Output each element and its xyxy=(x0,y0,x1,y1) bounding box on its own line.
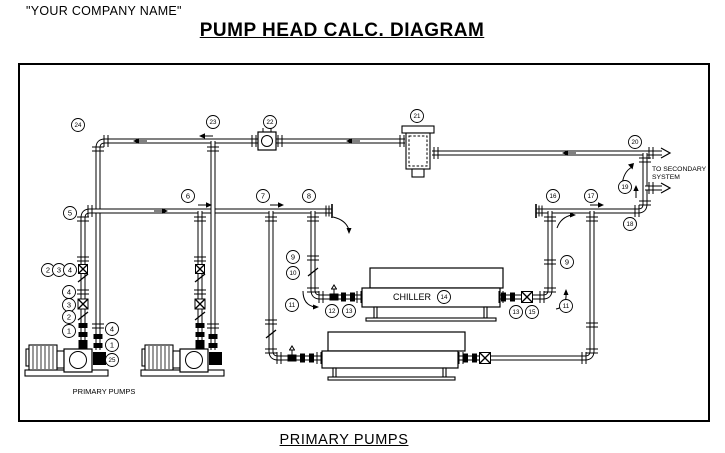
callout-4 xyxy=(106,323,119,336)
svg-text:TO SECONDARY: TO SECONDARY xyxy=(652,166,707,173)
callout-25 xyxy=(106,354,119,367)
callout-3 xyxy=(63,299,76,312)
callout-4 xyxy=(64,264,77,277)
pipes-layer xyxy=(83,141,662,358)
callout-17 xyxy=(585,190,598,203)
fittings-layer xyxy=(77,135,670,364)
callout-13 xyxy=(343,305,356,318)
callout-number: 9 xyxy=(290,252,296,262)
callout-number: 4 xyxy=(66,287,72,297)
callout-number: 20 xyxy=(631,139,639,147)
callout-number: 3 xyxy=(56,265,62,275)
diagram-frame xyxy=(18,63,710,422)
callout-2 xyxy=(63,311,76,324)
callout-number: 16 xyxy=(549,193,557,201)
callout-24 xyxy=(72,119,85,132)
callout-16 xyxy=(547,190,560,203)
callout-15 xyxy=(526,306,539,319)
callout-number: 2 xyxy=(66,312,72,322)
flow-meter xyxy=(252,128,282,150)
svg-text:CHILLER: CHILLER xyxy=(392,292,432,302)
callout-number: 15 xyxy=(528,309,536,317)
callout-number: 1 xyxy=(66,326,72,336)
callout-10 xyxy=(287,267,300,280)
callout-number: 3 xyxy=(66,300,72,310)
callout-number: 19 xyxy=(621,184,629,192)
callout-number: 11 xyxy=(288,302,296,310)
callout-20 xyxy=(629,136,642,149)
callout-number: 13 xyxy=(512,309,520,317)
callout-12 xyxy=(326,305,339,318)
callout-19 xyxy=(619,181,632,194)
callout-8 xyxy=(303,190,316,203)
callout-number: 4 xyxy=(109,324,115,334)
callout-14 xyxy=(438,291,451,304)
svg-text:SYSTEM: SYSTEM xyxy=(652,174,680,181)
callout-number: 17 xyxy=(587,193,595,201)
callout-number: 9 xyxy=(564,257,570,267)
callout-5 xyxy=(64,207,77,220)
callout-1 xyxy=(63,325,76,338)
callout-number: 21 xyxy=(413,113,421,121)
callout-21 xyxy=(411,110,424,123)
callout-13 xyxy=(510,306,523,319)
callout-4 xyxy=(63,286,76,299)
pump-head-calc-diagram xyxy=(20,65,708,420)
callout-number: 5 xyxy=(67,208,73,218)
callout-number: 8 xyxy=(306,191,312,201)
callout-11 xyxy=(560,300,573,313)
callout-number: 4 xyxy=(67,265,73,275)
callout-number: 25 xyxy=(108,357,116,365)
page-title: PUMP HEAD CALC. DIAGRAM xyxy=(199,20,485,41)
callout-number: 11 xyxy=(562,303,570,311)
callout-6 xyxy=(182,190,195,203)
callout-11 xyxy=(286,299,299,312)
callout-number: 23 xyxy=(209,119,217,127)
callout-number: 13 xyxy=(345,308,353,316)
callout-number: 22 xyxy=(266,119,274,127)
callout-number: 10 xyxy=(289,270,297,278)
callout-number: 1 xyxy=(109,340,115,350)
callout-number: 6 xyxy=(185,191,191,201)
callout-9 xyxy=(561,256,574,269)
callout-number: 14 xyxy=(440,294,448,302)
callout-number: 2 xyxy=(45,265,51,275)
lower-unit xyxy=(317,332,465,380)
callout-number: 24 xyxy=(74,122,82,130)
callout-number: 18 xyxy=(626,221,634,229)
callout-23 xyxy=(207,116,220,129)
callout-22 xyxy=(264,116,277,129)
callout-9 xyxy=(287,251,300,264)
company-name: "YOUR COMPANY NAME" xyxy=(26,4,182,18)
caption-primary-pumps: PRIMARY PUMPS xyxy=(279,432,409,448)
callout-1 xyxy=(106,339,119,352)
svg-text:PRIMARY PUMPS: PRIMARY PUMPS xyxy=(72,387,136,396)
callout-7 xyxy=(257,190,270,203)
callout-number: 12 xyxy=(328,308,336,316)
callout-number: 7 xyxy=(260,191,266,201)
callout-18 xyxy=(624,218,637,231)
